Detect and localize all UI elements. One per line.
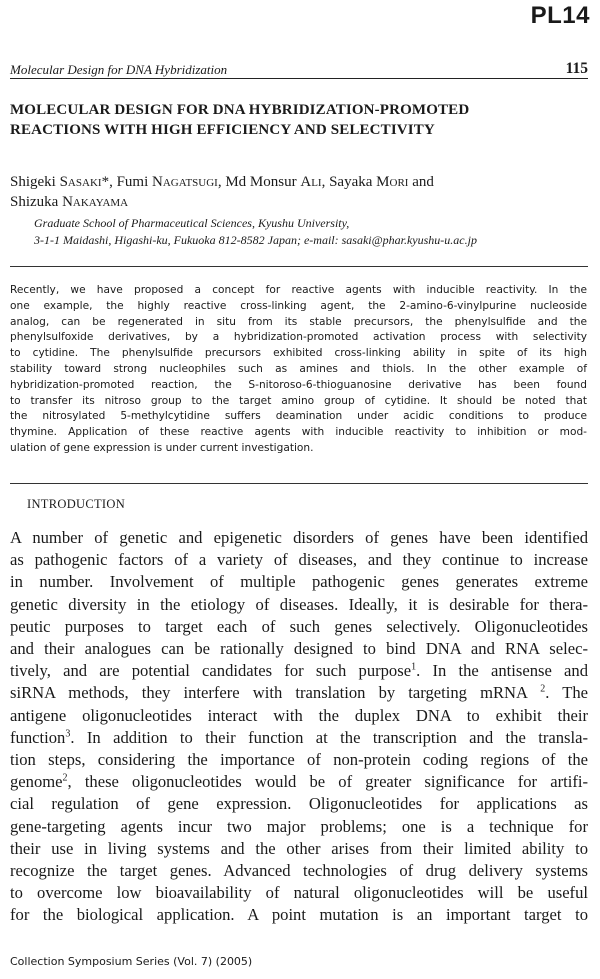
abstract-top-rule — [10, 266, 588, 267]
author-family: Mori — [376, 174, 409, 190]
article-title — [10, 100, 570, 140]
citation-superscript: 2 — [540, 683, 546, 695]
body-line — [10, 682, 588, 704]
abstract-line: thymine. Application of these reactive agents with inducible reactivity to inhibition or mod- — [10, 426, 587, 439]
body-line: antigene oligonucleotides interact with the duplex DNA to exhibit their — [10, 705, 588, 725]
abstract-line: phenylsulfoxide derivatives, by a hybridization-promoted activation process with selectivity — [10, 331, 587, 344]
body-text-run: function — [10, 727, 66, 747]
affiliation — [34, 215, 584, 249]
body-text-run: . In addition to their function at the transcription and the transla- — [70, 727, 588, 747]
author-given: Shizuka — [10, 194, 63, 210]
author-family: Ali — [300, 174, 322, 190]
author-line — [10, 192, 580, 212]
body-line: for the biological application. A point mutation is an important target to — [10, 905, 588, 925]
body-line: in number. Involvement of multiple pathogenic genes generates extreme — [10, 572, 588, 592]
author-list — [10, 172, 580, 212]
body-line: to overcome low bioavailability of natural oligonucleotides will be useful — [10, 883, 588, 903]
citation-superscript: 3 — [65, 728, 71, 740]
body-line — [10, 727, 588, 749]
body-line: and their analogues can be rationally designed to bind DNA and RNA selec- — [10, 639, 588, 659]
author-family: Sasaki — [59, 174, 102, 190]
abstract-bottom-rule — [10, 483, 588, 484]
abstract-line: hybridization-promoted reaction, the S-nitoroso-6-thioguanosine derivative has been found — [10, 378, 587, 391]
citation-superscript: 2 — [62, 772, 68, 784]
author-given: Shigeki — [10, 174, 60, 190]
abstract-line: to transfer its nitroso group to the target amino group of cytidine. It should be noted that — [10, 394, 587, 407]
body-line: their use in living systems and the other arises from their limited ability to — [10, 838, 588, 858]
body-line: peutic purposes to target each of such genes selectively. Oligonucleotides — [10, 616, 588, 636]
title-line: REACTIONS WITH HIGH EFFICIENCY AND SELECTIVITY — [10, 122, 435, 138]
running-head — [10, 52, 588, 79]
journal-title: Molecular Design for DNA Hybridization — [10, 62, 228, 77]
page-number: 115 — [565, 60, 588, 77]
body-text — [10, 527, 588, 927]
author-given: , Md Monsur — [217, 174, 301, 190]
abstract — [10, 283, 587, 457]
body-line: gene-targeting agents incur two major problems; one is a technique for — [10, 816, 588, 836]
body-line: cial regulation of gene expression. Oligonucleotides for applications as — [10, 794, 588, 814]
body-text-run: siRNA methods, they interfere with translation by targeting mRNA — [10, 683, 541, 703]
corresponding-mark: *, — [101, 174, 117, 190]
citation-superscript: 1 — [411, 661, 417, 673]
body-text-run: . The — [545, 683, 588, 703]
abstract-line: to cytidine. The phenylsulfide precursors exhibited cross-linking ability in spite of its high — [10, 347, 587, 360]
abstract-line: analog, can be regenerated in situ from its stable precursors, the phenylsulfide and the — [10, 315, 587, 328]
author-line — [10, 172, 580, 192]
body-line — [10, 771, 588, 793]
abstract-line: stability toward strong nucleophiles such as amines and thiols. In the other example of — [10, 362, 587, 375]
paper-code: PL14 — [530, 2, 590, 29]
section-heading: INTRODUCTION — [27, 497, 126, 511]
body-text-run: , these oligonucleotides would be of greater significance for artifi- — [67, 772, 588, 792]
author-given: Fumi — [116, 174, 152, 190]
body-line: as pathogenic factors of a variety of diseases, and they continue to increase — [10, 550, 588, 570]
affiliation-line: Graduate School of Pharmaceutical Sciences, Kyushu University, — [34, 216, 350, 230]
footer-series: Collection Symposium Series (Vol. 7) (2005) — [10, 955, 253, 968]
body-text-run: . In the antisense and — [416, 661, 588, 681]
body-line: A number of genetic and epigenetic disorders of genes have been identified — [10, 528, 588, 547]
author-family: Nagatsugi — [152, 174, 218, 190]
body-line — [10, 660, 588, 682]
author-given: , Sayaka — [321, 174, 377, 190]
body-line: recognize the target genes. Advanced technologies of drug delivery systems — [10, 861, 588, 881]
body-text-run: tively, and are potential candidates for such purpose — [10, 661, 412, 681]
affiliation-line: 3-1-1 Maidashi, Higashi-ku, Fukuoka 812-8582 Japan; e-mail: sasaki@phar.kyushu-u.ac.jp — [34, 233, 477, 247]
author-family: Nakayama — [62, 194, 129, 210]
body-line: tion steps, considering the importance of non-protein coding regions of the — [10, 750, 588, 770]
abstract-line: the nitrosylated 5-methylcytidine suffers deamination under acidic conditions to produce — [10, 410, 587, 423]
body-line: genetic diversity in the etiology of diseases. Ideally, it is desirable for thera- — [10, 594, 588, 614]
body-text-run: genome — [10, 772, 63, 792]
abstract-line: Recently, we have proposed a concept for reactive agents with inducible reactivity. In the — [10, 284, 587, 296]
author-conjunction: and — [408, 174, 434, 190]
abstract-line: ulation of gene expression is under current investigation. — [10, 441, 314, 454]
abstract-line: one example, the highly reactive cross-linking agent, the 2-amino-6-vinylpurine nucleoside — [10, 299, 587, 312]
title-line: MOLECULAR DESIGN FOR DNA HYBRIDIZATION-PROMOTED — [10, 102, 470, 118]
